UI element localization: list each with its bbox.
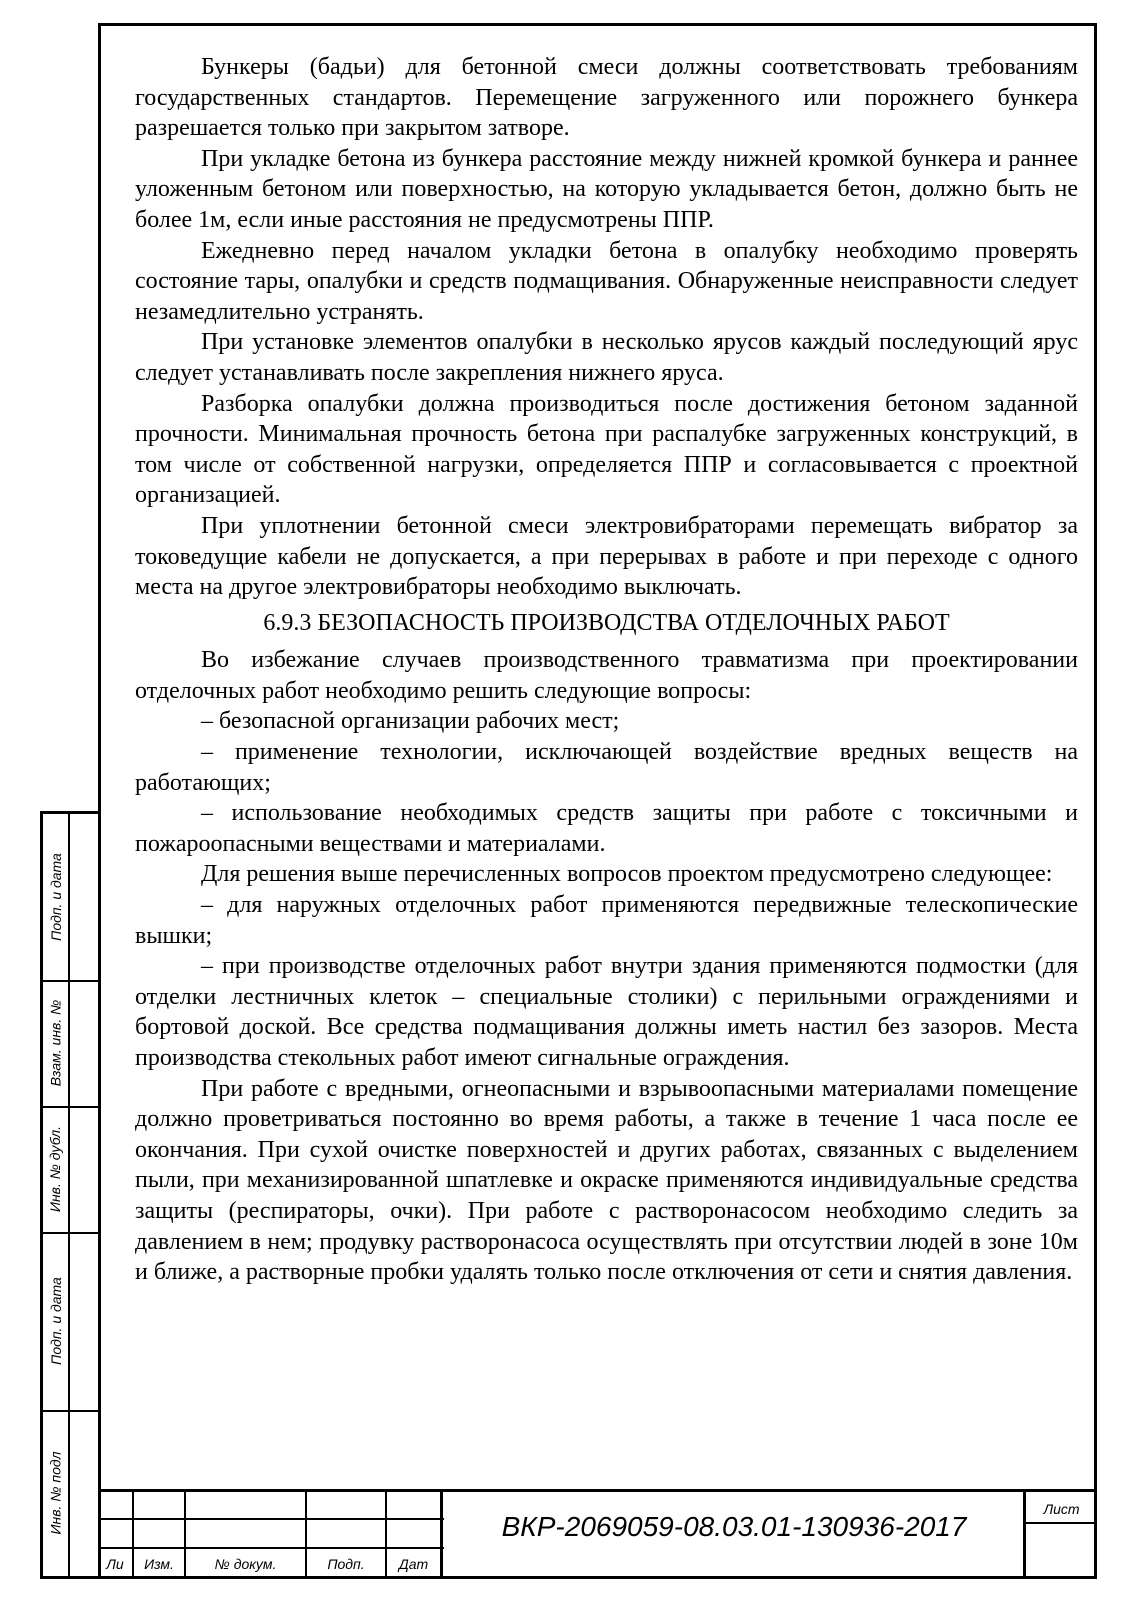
paragraph: При установке элементов опалубки в несколько ярусов каждый последующий ярус следует устанавливать после закрепления нижнего яруса. [135, 329, 1078, 386]
paragraph: При уплотнении бетонной смеси электровибраторами перемещать вибратор за токоведущие кабели не допускается, а при перерывах в работе и при переходе с одного места на другое электровибраторы необходимо выключать. [135, 512, 1078, 601]
col-izm-label: Изм. [144, 1556, 174, 1572]
list-item: – безопасной организации рабочих мест; [201, 708, 620, 735]
list-item: – при производстве отделочных работ внутри здания применяются подмостки (для отделки лестничных клеток – специальные столики) с перильными ограждениями и бортовой доской. Все средства подмащивания должны иметь настил без зазоров. Места производства стекольных работ имеют сигнальные ограждения. [135, 953, 1078, 1071]
col-li-label: Ли [106, 1556, 124, 1572]
section-heading: 6.9.3 БЕЗОПАСНОСТЬ ПРОИЗВОДСТВА ОТДЕЛОЧНЫХ РАБОТ [263, 609, 950, 636]
side-label-signature-date: Подп. и дата [47, 1277, 64, 1365]
col-signature-label: Подп. [327, 1556, 365, 1572]
paragraph: При работе с вредными, огнеопасными и взрывоопасными материалами помещение должно проветриваться постоянно во время работы, а также в течение 1 часа после ее окончания. При сухой очистке поверхностей и других работах, связанных с выделением пыли, при механизированной шпатлевке и окраске применяются индивидуальные средства защиты (респираторы, очки). При работе с растворонасосом необходимо следить за давлением в нем; продувку растворонасоса осуществлять при отсутствии людей в зоне 10м и ближе, а растворные пробки удалять только после отключения от сети и снятия давления. [135, 1075, 1078, 1286]
document-number: ВКР-2069059-08.03.01-130936-2017 [501, 1511, 967, 1542]
side-label-signature-date: Подп. и дата [47, 853, 64, 941]
side-label-original-inv: Инв. № подл [47, 1451, 64, 1535]
document-body [135, 52, 1078, 1288]
title-block-col-line [440, 1489, 443, 1579]
strip-divider [68, 814, 70, 1576]
paragraph: Для решения выше перечисленных вопросов проектом предусмотрено следующее: [201, 861, 1053, 888]
title-block-row-line [98, 1518, 444, 1520]
paragraph: При укладке бетона из бункера расстояние между нижней кромкой бункера и раннее уложенным бетоном или поверхностью, на которую укладывается бетон, должно быть не более 1м, если иные расстояния не предусмотрены ППР. [135, 145, 1078, 233]
title-block-border [98, 1489, 1097, 1492]
side-stamp-strip [40, 811, 98, 1579]
paragraph: Разборка опалубки должна производиться после достижения бетоном заданной прочности. Минимальная прочность бетона при распалубке загруженных конструкций, в том числе от собственной нагрузки, определяется ППР и согласовывается с проектной организацией. [135, 390, 1078, 509]
title-block [98, 1489, 1097, 1579]
list-item: – для наружных отделочных работ применяются передвижные телескопические вышки; [135, 892, 1078, 949]
title-block-row-line [1023, 1522, 1097, 1524]
col-date-label: Дат [398, 1556, 429, 1572]
list-item: – использование необходимых средств защиты при работе с токсичными и пожароопасными веществами и материалами. [135, 800, 1078, 857]
paragraph: Во избежание случаев производственного травматизма при проектировании отделочных работ необходимо решить следующие вопросы: [135, 647, 1078, 704]
side-label-duplicate-inv: Инв. № дубл. [47, 1125, 64, 1213]
side-label-replacement-inv: Взам. инв. № [47, 999, 64, 1087]
paragraph: Ежедневно перед началом укладки бетона в опалубку необходимо проверять состояние тары, опалубки и средств подмащивания. Обнаруженные неисправности следует незамедлительно устранять. [135, 237, 1078, 325]
list-item: – применение технологии, исключающей воздействие вредных веществ на работающих; [135, 739, 1078, 796]
title-block-row-line [98, 1547, 444, 1549]
sheet-label: Лист [1043, 1501, 1080, 1517]
col-doc-label: № докум. [214, 1556, 277, 1572]
paragraph: Бункеры (бадьи) для бетонной смеси должны соответствовать требованиям государственных стандартов. Перемещение загруженного или порожнего бункера разрешается только при закрытом затворе. [135, 54, 1078, 142]
